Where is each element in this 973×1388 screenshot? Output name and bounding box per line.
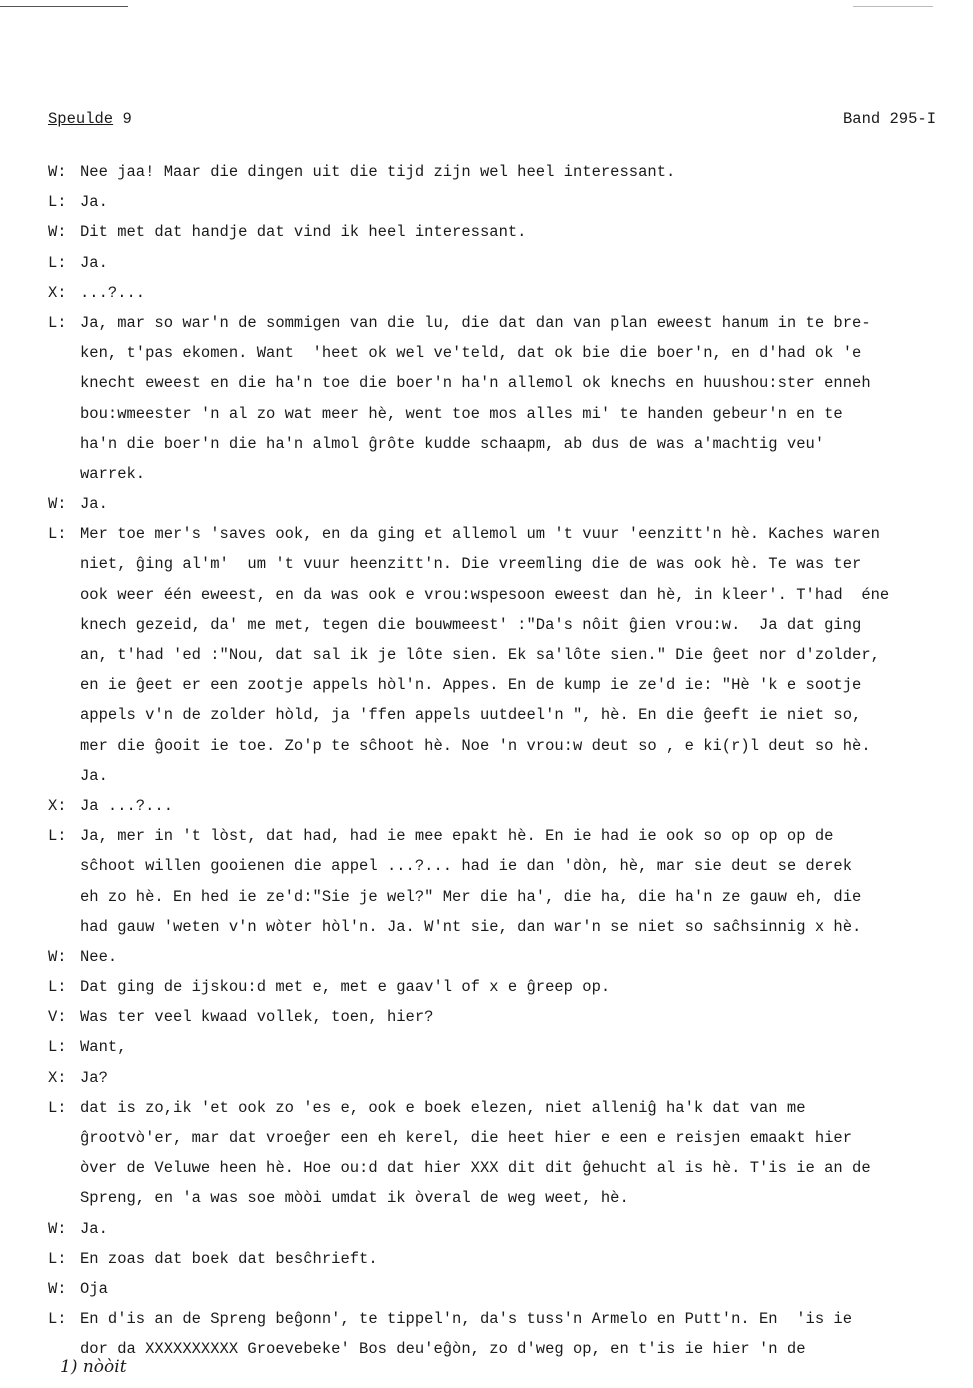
line-text: sĉhoot willen gooienen die appel ...?... had ie dan 'dòn, hè, mar sie deut se derek bbox=[80, 857, 853, 876]
transcript-line bbox=[48, 399, 955, 429]
line-text: ook weer één eweest, en da was ook e vrou:wspesoon eweest dan hè, in kleer'. T'had éne bbox=[80, 585, 890, 604]
top-rule-right bbox=[853, 6, 933, 7]
line-text: ken, t'pas ekomen. Want 'heet ok wel ve'teld, dat ok bie die boer'n, en d'had ok 'e bbox=[80, 344, 862, 363]
line-text: Nee. bbox=[80, 947, 118, 966]
line-text: Ja ...?... bbox=[80, 796, 174, 815]
line-text: niet, ĝing al'm' um 't vuur heenzitt'n. Die vreemling die de was ook hè. Te was ter bbox=[80, 555, 862, 574]
line-text: an, t'had 'ed :"Nou, dat sal ik je lôte sien. Ek sa'lôte sien." Die ĝeet nor d'zolder, bbox=[80, 646, 880, 664]
transcript-line bbox=[48, 700, 955, 730]
speaker-label: L: bbox=[48, 827, 67, 846]
line-text: Ja. bbox=[80, 253, 108, 272]
transcript-line bbox=[48, 972, 955, 1002]
transcript-line bbox=[48, 1153, 955, 1183]
line-text: Ja. bbox=[80, 1219, 108, 1238]
speaker-label: L: bbox=[48, 193, 67, 212]
line-text: warrek. bbox=[80, 464, 146, 483]
line-text: Was ter veel kwaad vollek, toen, hier? bbox=[80, 1008, 434, 1027]
transcript-line bbox=[48, 882, 955, 912]
line-text: knech gezeid, da' me met, tegen die bouwmeest' :"Da's nôit ĝien vrou:w. Ja dat ging bbox=[80, 615, 862, 634]
transcript-line bbox=[48, 338, 955, 368]
header-left bbox=[48, 110, 132, 128]
transcript-line bbox=[48, 1032, 955, 1062]
line-text: Ja, mer in 't lòst, dat had, had ie mee epakt hè. En ie had ie ook so op op op de bbox=[80, 827, 834, 846]
transcript-line bbox=[48, 459, 955, 489]
transcript-line bbox=[48, 761, 955, 791]
speaker-label: X: bbox=[48, 283, 67, 302]
speaker-label: L: bbox=[48, 1249, 67, 1268]
speaker-label: W: bbox=[48, 163, 67, 181]
line-text: had gauw 'weten v'n wòter hòl'n. Ja. W'nt sie, dan war'n se niet so saĉhsinnig x hè. bbox=[80, 917, 862, 936]
speaker-label: L: bbox=[48, 1310, 67, 1329]
transcript-line bbox=[48, 912, 955, 942]
transcript-line bbox=[48, 1334, 955, 1364]
speaker-label: X: bbox=[48, 796, 67, 815]
transcript-line bbox=[48, 1063, 955, 1093]
transcript-line bbox=[48, 278, 955, 308]
transcript-line bbox=[48, 731, 955, 761]
line-text: Ja? bbox=[80, 1068, 108, 1087]
line-text: Spreng, en 'a was soe mòòi umdat ik òveral de weg weet, hè. bbox=[80, 1189, 629, 1208]
speaker-label: W: bbox=[48, 495, 67, 514]
speaker-label: V: bbox=[48, 1008, 67, 1027]
transcript-line bbox=[48, 1244, 955, 1274]
location-title: Speulde bbox=[48, 110, 114, 128]
line-text: ha'n die boer'n die ha'n almol ĝrôte kudde schaapm, ab dus de was a'machtig veu' bbox=[80, 434, 825, 453]
line-text: Dit met dat handje dat vind ik heel interessant. bbox=[80, 223, 527, 242]
footnote: 1) nòòit bbox=[60, 1357, 127, 1377]
line-text: mer die ĝooit ie toe. Zo'p te sĉhoot hè. Noe 'n vrou:w deut so , e ki(r)l deut so hè. bbox=[80, 736, 871, 755]
line-text: dor da XXXXXXXXXX Groevebeke' Bos deu'eĝòn, zo d'weg op, en t'is ie hier 'n de bbox=[80, 1340, 806, 1359]
transcript-line bbox=[48, 429, 955, 459]
speaker-label: L: bbox=[48, 1038, 67, 1057]
transcript bbox=[48, 157, 955, 1365]
transcript-line bbox=[48, 308, 955, 338]
speaker-label: W: bbox=[48, 1219, 67, 1238]
transcript-line bbox=[48, 248, 955, 278]
line-text: Oja bbox=[80, 1279, 108, 1298]
line-text: appels v'n de zolder hòld, ja 'ffen appels uutdeel'n ", hè. En die ĝeeft ie niet so, bbox=[80, 706, 862, 725]
speaker-label: W: bbox=[48, 1279, 67, 1298]
transcript-line bbox=[48, 217, 955, 247]
line-text: Ja. bbox=[80, 193, 108, 212]
line-text: En d'is an de Spreng beĝonn', te tippel'n, da's tuss'n Armelo en Putt'n. En 'is ie bbox=[80, 1310, 853, 1329]
transcript-line bbox=[48, 157, 955, 187]
speaker-label: L: bbox=[48, 313, 67, 332]
line-text: Ja. bbox=[80, 495, 108, 514]
speaker-label: X: bbox=[48, 1068, 67, 1087]
transcript-line bbox=[48, 610, 955, 640]
transcript-line bbox=[48, 640, 955, 670]
transcript-line bbox=[48, 1093, 955, 1123]
band-label: Band 295-I bbox=[842, 110, 936, 128]
speaker-label: L: bbox=[48, 253, 67, 272]
transcript-line bbox=[48, 670, 955, 700]
page-number: 9 bbox=[122, 110, 132, 128]
transcript-line bbox=[48, 519, 955, 549]
top-rule bbox=[0, 6, 128, 7]
line-text: ...?... bbox=[80, 283, 146, 302]
line-text: bou:wmeester 'n al zo wat meer hè, went toe mos alles mi' te handen gebeur'n en te bbox=[80, 404, 843, 423]
transcript-line bbox=[48, 580, 955, 610]
line-text: Ja, mar so war'n de sommigen van die lu, die dat dan van plan eweest hanum in te bre- bbox=[80, 313, 871, 332]
line-text: Want, bbox=[80, 1038, 127, 1057]
transcript-line bbox=[48, 851, 955, 881]
transcript-line bbox=[48, 1002, 955, 1032]
line-text: òver de Veluwe heen hè. Hoe ou:d dat hier XXX dit dit ĝehucht al is hè. T'is ie an de bbox=[80, 1159, 871, 1178]
speaker-label: W: bbox=[48, 947, 67, 966]
transcript-line bbox=[48, 821, 955, 851]
transcript-line bbox=[48, 368, 955, 398]
speaker-label: W: bbox=[48, 223, 67, 242]
transcript-line bbox=[48, 1183, 955, 1213]
line-text: eh zo hè. En hed ie ze'd:"Sie je wel?" Mer die ha', die ha, die ha'n ze gauw eh, die bbox=[80, 887, 862, 906]
line-text: Ja. bbox=[80, 766, 108, 785]
line-text: en ie ĝeet er een zootje appels hòl'n. Appes. En de kump ie ze'd ie: "Hè 'k e sootje bbox=[80, 676, 862, 695]
transcript-line bbox=[48, 1123, 955, 1153]
transcript-line bbox=[48, 549, 955, 579]
transcript-line bbox=[48, 791, 955, 821]
line-text: dat is zo,ik 'et ook zo 'es e, ook e boek elezen, niet alleniĝ ha'k dat van me bbox=[80, 1098, 806, 1117]
line-text: En zoas dat boek dat besĉhrieft. bbox=[80, 1249, 378, 1268]
line-text: Mer toe mer's 'saves ook, en da ging et allemol um 't vuur 'eenzitt'n hè. Kaches waren bbox=[80, 525, 880, 544]
speaker-label: L: bbox=[48, 525, 67, 544]
line-text: knecht eweest en die ha'n toe die boer'n ha'n allemol ok knechs en huushou:ster enneh bbox=[80, 374, 871, 393]
transcript-line bbox=[48, 1274, 955, 1304]
transcript-line bbox=[48, 1304, 955, 1334]
line-text: ĝrootvò'er, mar dat vroeĝer een eh kerel, die heet hier e een e reisjen emaakt hier bbox=[80, 1129, 853, 1147]
line-text: Nee jaa! Maar die dingen uit die tijd zijn wel heel interessant. bbox=[80, 163, 676, 181]
transcript-line bbox=[48, 942, 955, 972]
speaker-label: L: bbox=[48, 1098, 67, 1117]
transcript-line bbox=[48, 187, 955, 217]
transcript-line bbox=[48, 1214, 955, 1244]
line-text: Dat ging de ijskou:d met e, met e gaav'l of x e ĝreep op. bbox=[80, 978, 611, 997]
transcript-line bbox=[48, 489, 955, 519]
speaker-label: L: bbox=[48, 978, 67, 997]
page-header bbox=[48, 110, 936, 134]
